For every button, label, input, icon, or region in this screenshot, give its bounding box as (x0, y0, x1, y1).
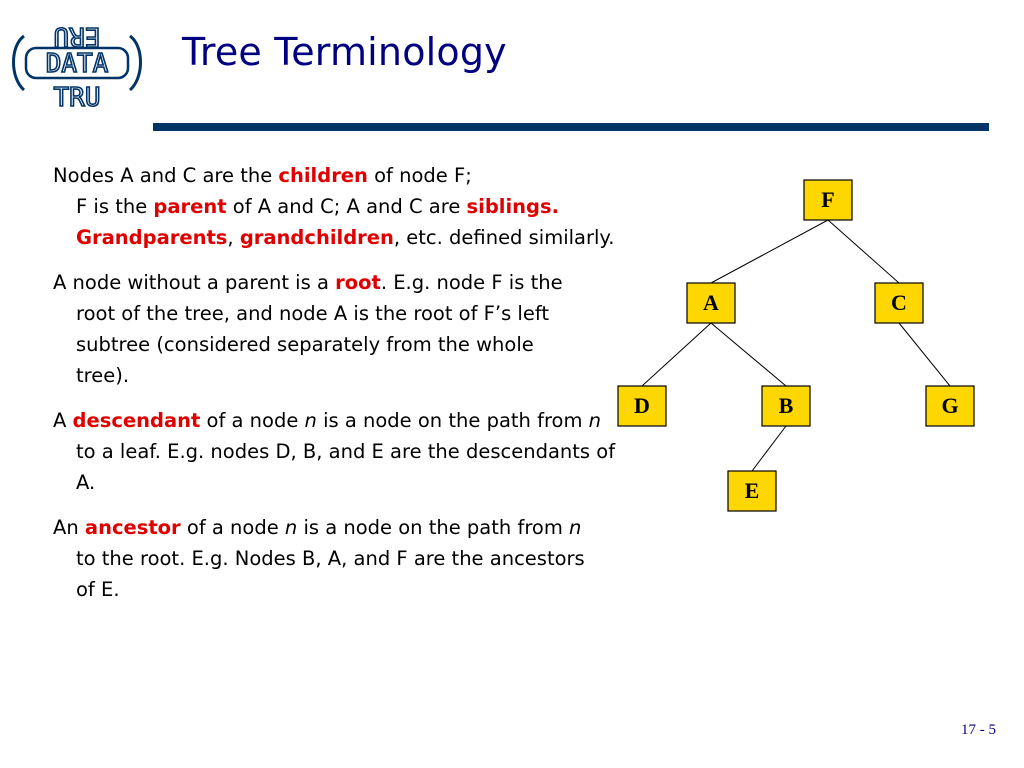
variable-n: n (588, 409, 602, 432)
paragraph-children (53, 160, 625, 253)
text: . E.g. node F is the root of the tree, and node A is the root of F’s left subtree (considered separately from the whole tree). (76, 271, 563, 387)
paragraph-ancestor (53, 512, 625, 605)
logo-right-bracket (130, 36, 141, 90)
term-siblings: siblings (466, 195, 552, 218)
tree-node-d (618, 386, 666, 426)
term-ancestor: ancestor (84, 516, 181, 539)
text: A node without a parent is a (53, 271, 336, 294)
tree-node-label: C (891, 290, 907, 315)
data-structures-logo (4, 14, 150, 110)
tree-edge-a-b (711, 323, 786, 386)
text: , (227, 226, 240, 249)
term-root: root (335, 271, 381, 294)
term-children: children (278, 164, 368, 187)
paragraph-root (53, 267, 625, 391)
tree-edge-c-g (899, 323, 950, 386)
text: Nodes A and C are the (53, 164, 279, 187)
page-title: Tree Terminology (182, 30, 507, 74)
tree-node-a (687, 283, 735, 323)
tree-node-label: F (821, 187, 835, 212)
tree-diagram (590, 170, 1010, 520)
paragraph-descendant (53, 405, 625, 498)
text: of A and C; A and C are (226, 195, 467, 218)
tree-node-c (875, 283, 923, 323)
text: , etc. defined similarly. (393, 226, 615, 249)
tree-nodes (618, 180, 974, 511)
tree-node-label: B (778, 393, 794, 418)
text: to the root. E.g. Nodes B, A, and F are the ancestors of E. (76, 547, 585, 601)
logo-top-text: ERU (53, 21, 101, 51)
variable-n: n (569, 516, 582, 539)
variable-n: n (304, 409, 317, 432)
text: A (53, 409, 73, 432)
tree-edge-f-c (828, 220, 899, 283)
term-parent: parent (153, 195, 227, 218)
tree-node-label: E (744, 478, 760, 503)
tree-edge-b-e (752, 426, 786, 471)
slide-content (53, 160, 625, 619)
tree-node-label: D (634, 393, 650, 418)
text: to a leaf. E.g. nodes D, B, and E are the descendants of A. (76, 440, 616, 494)
tree-edges (642, 220, 950, 471)
term-descendant: descendant (72, 409, 201, 432)
logo-middle-text: DATA (45, 49, 109, 79)
term-punctuation: . (551, 195, 560, 218)
tree-node-label: A (703, 290, 719, 315)
tree-node-f (804, 180, 852, 220)
text: of a node (200, 409, 305, 432)
logo-left-bracket (14, 36, 25, 90)
text: of node F; (367, 164, 472, 187)
tree-node-b (762, 386, 810, 426)
tree-node-e (728, 471, 776, 511)
logo-bottom-text: TRU (53, 83, 101, 110)
tree-edge-f-a (711, 220, 828, 283)
tree-edge-a-d (642, 323, 711, 386)
tree-node-label: G (941, 393, 959, 418)
text: An (53, 516, 85, 539)
title-underline (153, 123, 989, 131)
term-grandparents: Grandparents (76, 226, 228, 249)
page-number: 17 - 5 (961, 722, 996, 738)
variable-n: n (284, 516, 298, 539)
tree-node-g (926, 386, 974, 426)
text: F is the (76, 195, 154, 218)
term-grandchildren: grandchildren (239, 226, 394, 249)
text: of a node (180, 516, 285, 539)
text: is a node on the path from (297, 516, 570, 539)
text: is a node on the path from (316, 409, 589, 432)
